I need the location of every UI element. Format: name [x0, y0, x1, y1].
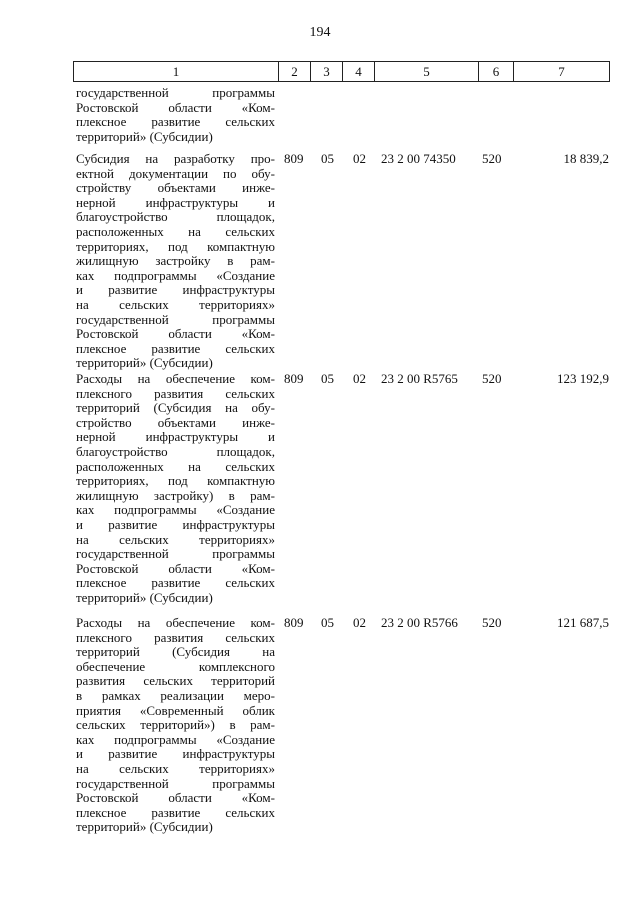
- description-line: ектной документации по обу-: [76, 165, 275, 181]
- description-line: Ростовской области «Ком-: [76, 560, 275, 576]
- description-line: плексное развитие сельских: [76, 114, 275, 130]
- description-line: стройству объектами инже-: [76, 180, 275, 196]
- admin-code: 809: [284, 371, 304, 386]
- amount: 121 687,5: [557, 615, 609, 630]
- header-col-4: 4: [342, 61, 374, 82]
- header-col-2: 2: [278, 61, 310, 82]
- target-article-code: 23 2 00 74350: [381, 151, 456, 166]
- description-line: Ростовской области «Ком-: [76, 99, 275, 115]
- description-line: стройство объектами инже-: [76, 414, 275, 430]
- description-line: территорий (Субсидия на обу-: [76, 400, 275, 416]
- description-line: территорий» (Субсидии): [76, 128, 213, 144]
- description-line: благоустройство площадок,: [76, 209, 275, 225]
- table-row-description: [76, 616, 275, 835]
- description-line: территорий» (Субсидии): [76, 819, 213, 835]
- description-line: государственной программы: [76, 775, 275, 791]
- description-line: обеспечение комплексного: [76, 658, 275, 674]
- description-line: на сельских территориях»: [76, 760, 275, 776]
- description-line: приятия «Современный облик: [76, 702, 275, 718]
- description-line: развития сельских территорий: [76, 673, 275, 689]
- expense-type-code: 520: [482, 151, 502, 166]
- description-line: Расходы на обеспечение ком-: [76, 615, 275, 630]
- description-line: Субсидия на разработку про-: [76, 151, 275, 166]
- description-line: ках подпрограммы «Создание: [76, 731, 275, 747]
- table-header: [73, 61, 610, 82]
- header-col-7: 7: [513, 61, 610, 82]
- table-row-description: [76, 372, 275, 606]
- description-line: Ростовской области «Ком-: [76, 326, 275, 342]
- description-line: государственной программы: [76, 311, 275, 327]
- description-line: государственной программы: [76, 546, 275, 562]
- description-line: расположенных на сельских: [76, 223, 275, 239]
- description-line: территориях, под компактную: [76, 238, 275, 254]
- description-line: ках подпрограммы «Создание: [76, 267, 275, 283]
- subsection-code: 02: [353, 371, 366, 386]
- expense-type-code: 520: [482, 615, 502, 630]
- description-line: плексное развитие сельских: [76, 575, 275, 591]
- subsection-code: 02: [353, 151, 366, 166]
- description-line: и развитие инфраструктуры: [76, 746, 275, 762]
- description-line: на сельских территориях»: [76, 531, 275, 547]
- description-line: нерной инфраструктуры и: [76, 429, 275, 445]
- description-line: сельских территорий») в рам-: [76, 717, 275, 733]
- description-line: Ростовской области «Ком-: [76, 790, 275, 806]
- description-line: Расходы на обеспечение ком-: [76, 371, 275, 386]
- section-code: 05: [321, 371, 334, 386]
- description-line: плексного развития сельских: [76, 385, 275, 401]
- description-line: жилищную застройку в рам-: [76, 253, 275, 269]
- description-line: и развитие инфраструктуры: [76, 516, 275, 532]
- description-line: расположенных на сельских: [76, 458, 275, 474]
- table-row-description: [76, 86, 275, 144]
- description-line: в рамках реализации меро-: [76, 687, 275, 703]
- header-col-1: 1: [73, 61, 278, 82]
- description-line: территориях, под компактную: [76, 473, 275, 489]
- description-line: жилищную застройку) в рам-: [76, 487, 275, 503]
- description-line: на сельских территориях»: [76, 296, 275, 312]
- description-line: благоустройство площадок,: [76, 443, 275, 459]
- admin-code: 809: [284, 151, 304, 166]
- description-line: нерной инфраструктуры и: [76, 194, 275, 210]
- section-code: 05: [321, 151, 334, 166]
- description-line: плексного развития сельских: [76, 629, 275, 645]
- target-article-code: 23 2 00 R5765: [381, 371, 458, 386]
- target-article-code: 23 2 00 R5766: [381, 615, 458, 630]
- section-code: 05: [321, 615, 334, 630]
- description-line: территорий» (Субсидии): [76, 589, 213, 605]
- subsection-code: 02: [353, 615, 366, 630]
- expense-type-code: 520: [482, 371, 502, 386]
- admin-code: 809: [284, 615, 304, 630]
- description-line: государственной программы: [76, 85, 275, 100]
- description-line: плексное развитие сельских: [76, 804, 275, 820]
- header-col-6: 6: [478, 61, 513, 82]
- description-line: территорий (Субсидия на: [76, 644, 275, 660]
- amount: 18 839,2: [563, 151, 609, 166]
- page-number: 194: [309, 25, 331, 40]
- description-line: и развитие инфраструктуры: [76, 282, 275, 298]
- header-col-3: 3: [310, 61, 342, 82]
- table-row-description: [76, 152, 275, 371]
- description-line: ках подпрограммы «Создание: [76, 502, 275, 518]
- amount: 123 192,9: [557, 371, 609, 386]
- header-col-5: 5: [374, 61, 478, 82]
- description-line: территорий» (Субсидии): [76, 355, 213, 371]
- description-line: плексное развитие сельских: [76, 340, 275, 356]
